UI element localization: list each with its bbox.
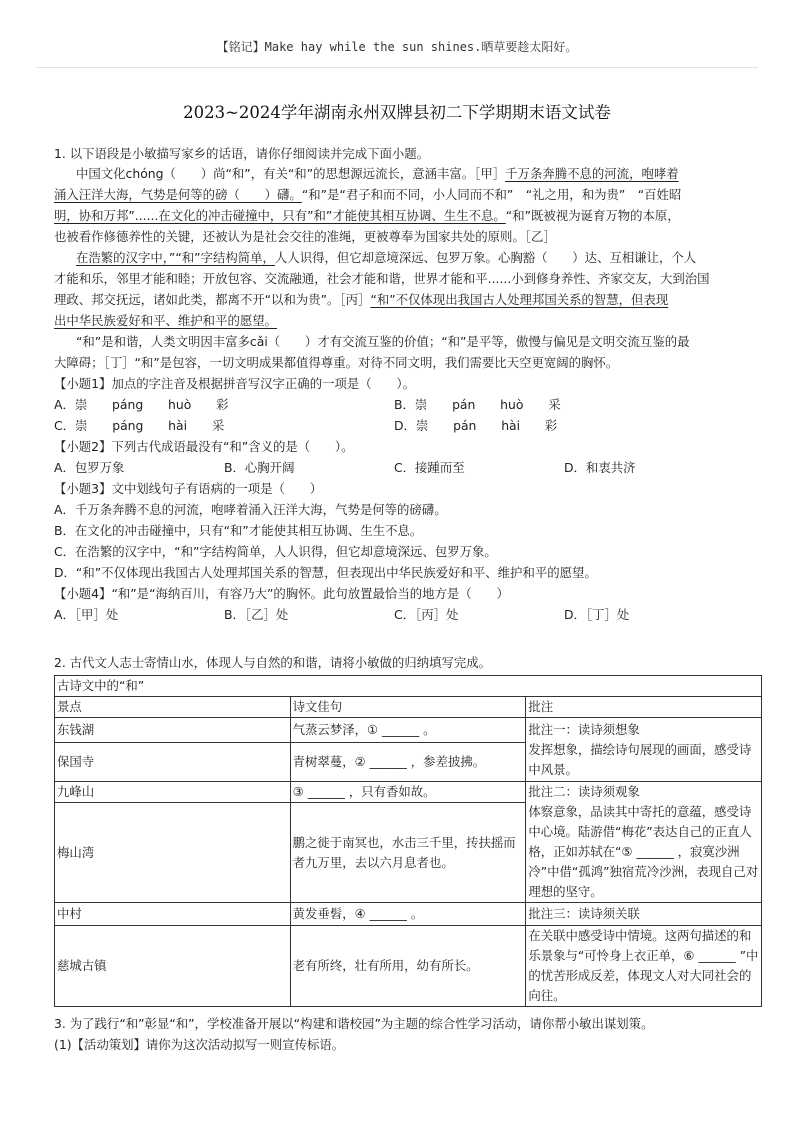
q1-sub4-option-a[interactable]: A．［甲］处 [54,607,119,622]
table-row [55,903,762,926]
verse-cell: 鹏之徙于南冥也，水击三千里，抟扶摇而者九万里，去以六月息者也。 [290,803,526,903]
q1-passage-line: 才能和乐，邻里才能和睦；开放包容、交流融通，社会才能和谐，世界才能和平......小到修身养性、齐家交友，大到治国 [54,271,710,286]
q1-sub1-stem: 【小题1】加点的字注音及根据拼音写汉字正确的一项是（ ）。 [54,376,416,391]
verse-cell[interactable]: 青树翠蔓，② ______ ，参差披拂。 [290,743,526,782]
q3-intro: 3. 为了践行“和”彰显“和”，学校准备开展以“构建和谐校园”为主题的综合性学习活动，请你帮小敏出谋划策。 [54,1016,654,1031]
q1-sub3-option-a[interactable]: A．千万条奔腾不息的河流，咆哮着涌入汪洋大海，气势是何等的磅礴。 [54,502,447,517]
page-title: 2023~2024学年湖南永州双牌县初二下学期期末语文试卷 [183,103,611,122]
q1-sub2-option-d[interactable]: D．和衷共济 [564,460,636,475]
q1-sub3-option-d[interactable]: D．“和”不仅体现出我国古人处理邦国关系的智慧，但表现出中华民族爱好和平、维护和平的愿望。 [54,565,597,580]
q1-passage-line: 涌入汪洋大海，气势是何等的磅（ ）礴。“和”是“君子和而不同，小人同而不和” “礼之用，和为贵” “百姓昭 [54,187,682,202]
table-row [55,676,762,697]
note-cell: 批注二：读诗须观象 体察意象，品读其中寄托的意蕴，感受诗中心境。陆游借“梅花”表达自己的正直人格，正如苏轼在“⑤ ______ ，寂寞沙洲冷”中借“孤鸿”独宿荒冷沙洲，表现自己对理想的坚守。 [526,782,762,903]
q1-sub3-option-b[interactable]: B．在文化的冲击碰撞中，只有“和”才能使其相互协调、生生不息。 [54,523,423,538]
poetry-table [54,675,762,1007]
q1-passage-line: 也被看作修德养性的关键，还被认为是社会交往的准绳，更被尊奉为国家共处的原则。［乙］ [54,229,556,244]
q1-sub3-option-c[interactable]: C．在浩繁的汉字中，“和”字结构简单，人人识得，但它却意境深远、包罗万象。 [54,544,497,559]
q2-intro: 2. 古代文人志士寄情山水，体现人与自然的和谐，请将小敏做的归纳填写完成。 [54,655,492,670]
q1-sub1-option-a[interactable]: A．崇 páng huò 彩 [54,397,229,412]
note-cell: 在关联中感受诗中情境。这两句描述的和乐景象与“可怜身上衣正单，⑥ ______ ”中的忧苦形成反差，体现文人对大同社会的向往。 [526,926,762,1007]
q1-sub2-option-c[interactable]: C．接踵而至 [394,460,465,475]
q1-sub4-option-b[interactable]: B．［乙］处 [224,607,289,622]
verse-cell[interactable]: ③ ______ ，只有香如故。 [290,782,526,803]
q1-sub4-stem: 【小题4】“和”是“海纳百川，有容乃大”的胸怀。此句放置最恰当的地方是（ ） [54,586,509,601]
header-divider [36,67,758,68]
table-header-row [55,697,762,718]
q1-passage-line: 大障碍；［丁］“和”是包容，一切文明成果都值得尊重。对待不同文明，我们需要比天空更宽阔的胸怀。 [54,355,619,370]
q1-sub1-option-c[interactable]: C．崇 páng hài 采 [54,418,225,433]
place-cell: 东钱湖 [55,718,291,743]
q1-passage-line: 中国文化chóng（ ）尚“和”，有关“和”的思想源远流长，意涵丰富。［甲］千万条奔腾不息的河流，咆哮着 [76,166,679,181]
place-cell: 中村 [55,903,291,926]
q1-intro: 1. 以下语段是小敏描写家乡的话语，请你仔细阅读并完成下面小题。 [54,146,430,161]
q1-passage-line: 在浩繁的汉字中，”“和”字结构简单，人人识得，但它却意境深远、包罗万象。心胸豁（ ）达、互相谦让，个人 [76,250,697,265]
table-row [55,718,762,743]
q1-sub4-option-c[interactable]: C．［丙］处 [394,607,459,622]
q1-sub4-option-d[interactable]: D．［丁］处 [564,607,630,622]
q1-sub3-stem: 【小题3】文中划线句子有语病的一项是（ ） [54,481,323,496]
verse-cell: 老有所终，壮有所用，幼有所长。 [290,926,526,1007]
place-cell: 保国寺 [55,743,291,782]
note-cell: 批注三：读诗须关联 [526,903,762,926]
page-header-motto: 【铭记】Make hay while the sun shines.晒草要趁太阳好。 [216,40,578,54]
verse-cell[interactable]: 黄发垂髫，④ ______ 。 [290,903,526,926]
q1-sub2-option-a[interactable]: A．包罗万象 [54,460,125,475]
place-cell: 慈城古镇 [55,926,291,1007]
q1-sub1-option-b[interactable]: B．崇 pán huò 采 [394,397,561,412]
table-row [55,782,762,803]
q1-sub2-stem: 【小题2】下列古代成语最没有“和”含义的是（ ）。 [54,439,354,454]
table-row [55,926,762,1007]
q1-passage-line: 理政、邦交抚远，诸如此类，都离不开“以和为贵”。［丙］“和”不仅体现出我国古人处理邦国关系的智慧，但表现 [54,292,669,307]
q1-passage-line: 出中华民族爱好和平、维护和平的愿望。 [54,313,278,328]
header-note: 批注 [526,697,762,718]
q1-sub2-option-b[interactable]: B．心胸开阔 [224,460,295,475]
q1-sub1-option-d[interactable]: D．崇 pán hài 彩 [394,418,558,433]
q1-passage-line: 明，协和万邦”......在文化的冲击碰撞中，只有”和”才能使其相互协调、生生不息。“和”既被视为诞育万物的本原， [54,208,680,223]
table-title: 古诗文中的“和” [55,676,762,697]
header-place: 景点 [55,697,291,718]
note-cell: 批注一：读诗须想象 发挥想象，描绘诗句展现的画面，感受诗中风景。 [526,718,762,782]
header-verse: 诗文佳句 [290,697,526,718]
q3-sub1-stem: (1)【活动策划】请你为这次活动拟写一则宣传标语。 [54,1037,345,1052]
q1-passage-line: “和”是和谐，人类文明因丰富多cǎi（ ）才有交流互鉴的价值；“和”是平等，傲慢与偏见是文明交流互鉴的最 [76,334,690,349]
verse-cell[interactable]: 气蒸云梦泽，① ______ 。 [290,718,526,743]
place-cell: 九峰山 [55,782,291,803]
place-cell: 梅山湾 [55,803,291,903]
